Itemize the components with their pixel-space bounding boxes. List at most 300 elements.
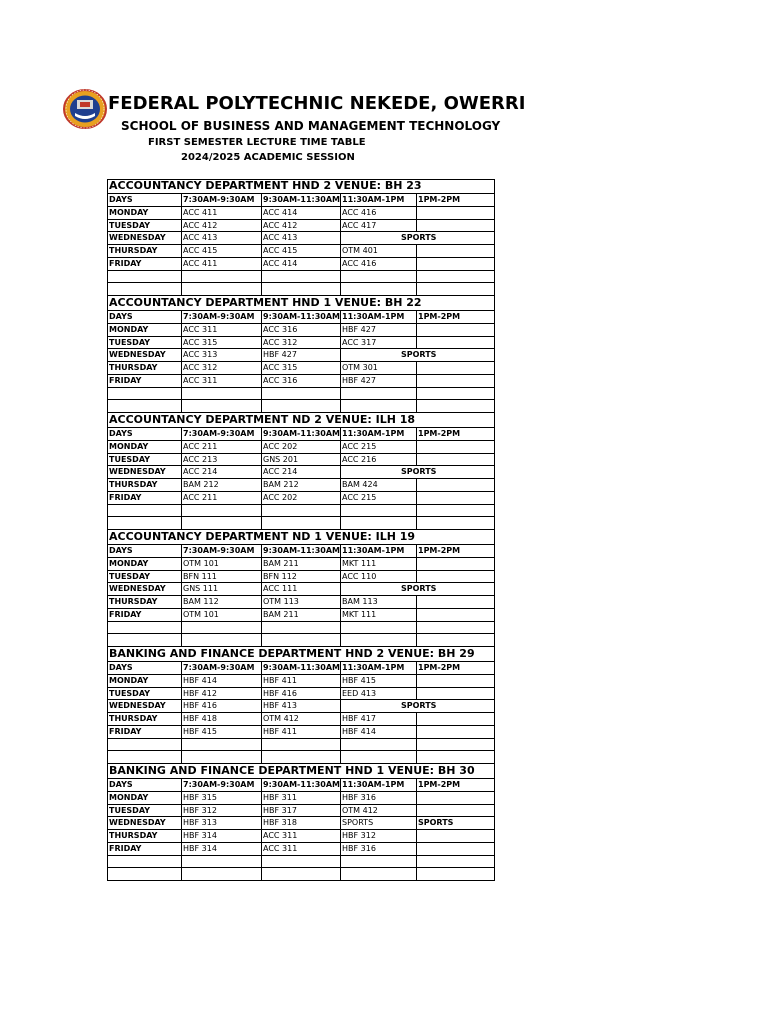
column-header: 7:30AM-9:30AM (181, 194, 261, 207)
slot-cell (416, 492, 495, 505)
blank-cell (107, 868, 181, 881)
slot-cell (416, 843, 495, 856)
slot-cell: HBF 411 (261, 675, 340, 688)
day-cell: THURSDAY (107, 596, 181, 609)
blank-cell (340, 505, 416, 518)
blank-cell (416, 400, 495, 413)
blank-cell (181, 739, 261, 752)
table-row (107, 675, 495, 688)
slot-cell (416, 375, 495, 388)
blank-cell (181, 868, 261, 881)
blank-cell (181, 622, 261, 635)
blank-cell (340, 271, 416, 284)
blank-cell (416, 856, 495, 869)
column-header: 1PM-2PM (416, 779, 495, 792)
table-row (107, 441, 495, 454)
table-row (107, 713, 495, 726)
table-row (107, 207, 495, 220)
slot-cell: HBF 412 (181, 688, 261, 701)
day-cell: MONDAY (107, 324, 181, 337)
column-header-row (107, 428, 495, 441)
column-header-row (107, 194, 495, 207)
school-title: SCHOOL OF BUSINESS AND MANAGEMENT TECHNOLOGY (121, 119, 501, 133)
timetable-grid (107, 179, 495, 881)
slot-cell: HBF 427 (340, 324, 416, 337)
blank-cell (340, 634, 416, 647)
blank-cell (340, 517, 416, 530)
table-row (107, 817, 495, 830)
blank-row (107, 271, 495, 284)
blank-cell (181, 388, 261, 401)
semester-title: FIRST SEMESTER LECTURE TIME TABLE (148, 137, 366, 148)
table-row (107, 609, 495, 622)
slot-cell (416, 596, 495, 609)
section-heading-row (107, 764, 495, 779)
section-heading: ACCOUNTANCY DEPARTMENT ND 2 VENUE: ILH 18 (107, 413, 495, 428)
table-row (107, 571, 495, 584)
blank-cell (181, 271, 261, 284)
slot-cell: ACC 412 (181, 220, 261, 233)
day-cell: FRIDAY (107, 258, 181, 271)
day-cell: MONDAY (107, 792, 181, 805)
blank-cell (107, 517, 181, 530)
day-cell: FRIDAY (107, 843, 181, 856)
slot-cell (416, 220, 495, 233)
blank-cell (261, 505, 340, 518)
table-row (107, 805, 495, 818)
table-row (107, 466, 495, 479)
blank-cell (416, 388, 495, 401)
blank-cell (340, 739, 416, 752)
day-cell: THURSDAY (107, 362, 181, 375)
table-row (107, 558, 495, 571)
slot-cell: SPORTS (416, 817, 495, 830)
slot-cell: GNS 111 (181, 583, 261, 596)
column-header: DAYS (107, 779, 181, 792)
slot-cell: BAM 424 (340, 479, 416, 492)
day-cell: MONDAY (107, 207, 181, 220)
column-header: 11:30AM-1PM (340, 311, 416, 324)
slot-cell: OTM 301 (340, 362, 416, 375)
blank-cell (181, 400, 261, 413)
blank-cell (340, 751, 416, 764)
slot-cell: ACC 416 (340, 207, 416, 220)
table-row (107, 479, 495, 492)
day-cell: WEDNESDAY (107, 349, 181, 362)
slot-cell: ACC 214 (261, 466, 340, 479)
column-header: 11:30AM-1PM (340, 662, 416, 675)
table-row (107, 232, 495, 245)
column-header: 7:30AM-9:30AM (181, 545, 261, 558)
slot-cell: ACC 416 (340, 258, 416, 271)
column-header: 9:30AM-11:30AM (261, 311, 340, 324)
day-cell: TUESDAY (107, 805, 181, 818)
blank-cell (107, 505, 181, 518)
slot-cell: HBF 314 (181, 843, 261, 856)
slot-cell (416, 245, 495, 258)
slot-cell: ACC 413 (181, 232, 261, 245)
slot-cell: ACC 411 (181, 207, 261, 220)
blank-cell (107, 634, 181, 647)
slot-cell: ACC 311 (261, 843, 340, 856)
slot-cell: ACC 312 (261, 337, 340, 350)
day-cell: TUESDAY (107, 220, 181, 233)
slot-cell: HBF 416 (261, 688, 340, 701)
column-header: 1PM-2PM (416, 545, 495, 558)
blank-row (107, 634, 495, 647)
table-row (107, 337, 495, 350)
slot-cell: MKT 111 (340, 609, 416, 622)
slot-cell: BFN 112 (261, 571, 340, 584)
column-header-row (107, 545, 495, 558)
table-row (107, 245, 495, 258)
slot-cell: ACC 311 (181, 324, 261, 337)
blank-row (107, 283, 495, 296)
blank-cell (181, 634, 261, 647)
column-header: 11:30AM-1PM (340, 428, 416, 441)
table-row (107, 688, 495, 701)
slot-cell: ACC 313 (181, 349, 261, 362)
slot-cell: BAM 112 (181, 596, 261, 609)
blank-cell (181, 751, 261, 764)
slot-cell (416, 441, 495, 454)
sports-label: SPORTS (401, 467, 437, 477)
table-row (107, 375, 495, 388)
day-cell: MONDAY (107, 675, 181, 688)
slot-cell: ACC 111 (261, 583, 340, 596)
table-row (107, 792, 495, 805)
section-heading: ACCOUNTANCY DEPARTMENT HND 1 VENUE: BH 22 (107, 296, 495, 311)
slot-cell (416, 688, 495, 701)
blank-row (107, 388, 495, 401)
slot-cell: OTM 412 (261, 713, 340, 726)
slot-cell: EED 413 (340, 688, 416, 701)
day-cell: THURSDAY (107, 830, 181, 843)
day-cell: FRIDAY (107, 375, 181, 388)
blank-cell (340, 868, 416, 881)
slot-cell: ACC 215 (340, 492, 416, 505)
day-cell: THURSDAY (107, 245, 181, 258)
day-cell: WEDNESDAY (107, 232, 181, 245)
day-cell: WEDNESDAY (107, 466, 181, 479)
slot-cell: ACC 211 (181, 492, 261, 505)
blank-cell (340, 388, 416, 401)
blank-cell (107, 271, 181, 284)
slot-cell: ACC 316 (261, 375, 340, 388)
column-header: 1PM-2PM (416, 194, 495, 207)
slot-cell: MKT 111 (340, 558, 416, 571)
blank-cell (340, 856, 416, 869)
slot-cell: HBF 313 (181, 817, 261, 830)
table-row (107, 843, 495, 856)
polytechnic-logo (63, 89, 107, 129)
slot-cell: HBF 417 (340, 713, 416, 726)
slot-cell: HBF 427 (340, 375, 416, 388)
slot-cell: BAM 211 (261, 609, 340, 622)
slot-cell (416, 337, 495, 350)
slot-cell: ACC 411 (181, 258, 261, 271)
slot-cell (416, 324, 495, 337)
session-title: 2024/2025 ACADEMIC SESSION (181, 152, 355, 163)
slot-cell: ACC 316 (261, 324, 340, 337)
column-header: 11:30AM-1PM (340, 194, 416, 207)
slot-cell: GNS 201 (261, 454, 340, 467)
day-cell: THURSDAY (107, 713, 181, 726)
slot-cell: HBF 415 (181, 726, 261, 739)
column-header: 9:30AM-11:30AM (261, 779, 340, 792)
blank-cell (416, 868, 495, 881)
slot-cell: OTM 113 (261, 596, 340, 609)
slot-cell: HBF 312 (181, 805, 261, 818)
blank-cell (416, 739, 495, 752)
slot-cell: HBF 311 (261, 792, 340, 805)
column-header-row (107, 311, 495, 324)
table-row (107, 596, 495, 609)
slot-cell: SPORTS (340, 817, 416, 830)
column-header-row (107, 662, 495, 675)
blank-cell (261, 517, 340, 530)
column-header: DAYS (107, 428, 181, 441)
slot-cell: ACC 412 (261, 220, 340, 233)
slot-cell: ACC 215 (340, 441, 416, 454)
slot-cell: BFN 111 (181, 571, 261, 584)
day-cell: FRIDAY (107, 609, 181, 622)
slot-cell: HBF 317 (261, 805, 340, 818)
slot-cell: ACC 315 (181, 337, 261, 350)
slot-cell (416, 792, 495, 805)
day-cell: TUESDAY (107, 688, 181, 701)
slot-cell: HBF 416 (181, 700, 261, 713)
blank-row (107, 505, 495, 518)
institution-title: FEDERAL POLYTECHNIC NEKEDE, OWERRI (108, 93, 526, 114)
slot-cell: ACC 415 (261, 245, 340, 258)
slot-cell (416, 830, 495, 843)
column-header: 7:30AM-9:30AM (181, 662, 261, 675)
table-row (107, 492, 495, 505)
slot-cell: ACC 317 (340, 337, 416, 350)
blank-cell (107, 622, 181, 635)
slot-cell: HBF 312 (340, 830, 416, 843)
slot-cell: ACC 216 (340, 454, 416, 467)
table-row (107, 258, 495, 271)
slot-cell: ACC 414 (261, 207, 340, 220)
sports-label: SPORTS (401, 584, 437, 594)
sports-label: SPORTS (401, 350, 437, 360)
blank-cell (416, 634, 495, 647)
blank-row (107, 856, 495, 869)
slot-cell: HBF 414 (181, 675, 261, 688)
section-heading: ACCOUNTANCY DEPARTMENT HND 2 VENUE: BH 23 (107, 179, 495, 194)
column-header: DAYS (107, 194, 181, 207)
blank-row (107, 739, 495, 752)
blank-cell (261, 868, 340, 881)
column-header: 7:30AM-9:30AM (181, 779, 261, 792)
slot-cell: HBF 427 (261, 349, 340, 362)
slot-cell: HBF 315 (181, 792, 261, 805)
column-header-row (107, 779, 495, 792)
blank-cell (416, 517, 495, 530)
column-header: 1PM-2PM (416, 662, 495, 675)
slot-cell: ACC 202 (261, 441, 340, 454)
table-row (107, 324, 495, 337)
blank-row (107, 622, 495, 635)
slot-cell: ACC 414 (261, 258, 340, 271)
blank-cell (107, 388, 181, 401)
section-heading: BANKING AND FINANCE DEPARTMENT HND 2 VENUE: BH 29 (107, 647, 495, 662)
section-heading-row (107, 647, 495, 662)
blank-cell (181, 856, 261, 869)
slot-cell (416, 713, 495, 726)
blank-cell (261, 751, 340, 764)
slot-cell: ACC 211 (181, 441, 261, 454)
section-heading-row (107, 413, 495, 428)
blank-cell (107, 283, 181, 296)
table-row (107, 830, 495, 843)
slot-cell: ACC 312 (181, 362, 261, 375)
blank-cell (261, 622, 340, 635)
sports-label: SPORTS (401, 233, 437, 243)
day-cell: MONDAY (107, 558, 181, 571)
section-heading: ACCOUNTANCY DEPARTMENT ND 1 VENUE: ILH 19 (107, 530, 495, 545)
slot-cell: ACC 417 (340, 220, 416, 233)
blank-cell (416, 622, 495, 635)
blank-cell (261, 388, 340, 401)
slot-cell (416, 805, 495, 818)
day-cell: TUESDAY (107, 571, 181, 584)
table-row (107, 362, 495, 375)
blank-cell (340, 283, 416, 296)
table-row (107, 726, 495, 739)
blank-cell (107, 856, 181, 869)
blank-cell (107, 739, 181, 752)
slot-cell: HBF 413 (261, 700, 340, 713)
blank-cell (261, 856, 340, 869)
slot-cell: HBF 316 (340, 792, 416, 805)
blank-cell (261, 283, 340, 296)
day-cell: MONDAY (107, 441, 181, 454)
slot-cell: HBF 414 (340, 726, 416, 739)
blank-row (107, 400, 495, 413)
slot-cell (416, 726, 495, 739)
slot-cell: OTM 101 (181, 609, 261, 622)
blank-cell (261, 739, 340, 752)
column-header: 1PM-2PM (416, 311, 495, 324)
slot-cell: ACC 214 (181, 466, 261, 479)
column-header: 11:30AM-1PM (340, 779, 416, 792)
column-header: 7:30AM-9:30AM (181, 428, 261, 441)
slot-cell (416, 675, 495, 688)
slot-cell: ACC 213 (181, 454, 261, 467)
slot-cell: ACC 202 (261, 492, 340, 505)
blank-cell (181, 283, 261, 296)
blank-cell (340, 400, 416, 413)
slot-cell: ACC 315 (261, 362, 340, 375)
column-header: 9:30AM-11:30AM (261, 545, 340, 558)
column-header: 9:30AM-11:30AM (261, 428, 340, 441)
blank-row (107, 751, 495, 764)
slot-cell: HBF 314 (181, 830, 261, 843)
slot-cell (416, 558, 495, 571)
column-header: 7:30AM-9:30AM (181, 311, 261, 324)
slot-cell: BAM 113 (340, 596, 416, 609)
slot-cell (416, 609, 495, 622)
column-header: 11:30AM-1PM (340, 545, 416, 558)
slot-cell (416, 258, 495, 271)
blank-cell (107, 751, 181, 764)
slot-cell: HBF 418 (181, 713, 261, 726)
blank-cell (181, 517, 261, 530)
blank-cell (416, 283, 495, 296)
day-cell: TUESDAY (107, 337, 181, 350)
section-heading-row (107, 296, 495, 311)
table-row (107, 454, 495, 467)
slot-cell: ACC 311 (261, 830, 340, 843)
day-cell: THURSDAY (107, 479, 181, 492)
slot-cell (416, 454, 495, 467)
slot-cell (416, 479, 495, 492)
blank-cell (261, 400, 340, 413)
slot-cell: HBF 318 (261, 817, 340, 830)
column-header: 1PM-2PM (416, 428, 495, 441)
blank-cell (107, 400, 181, 413)
day-cell: TUESDAY (107, 454, 181, 467)
slot-cell: ACC 415 (181, 245, 261, 258)
table-row (107, 700, 495, 713)
slot-cell (416, 207, 495, 220)
table-row (107, 349, 495, 362)
blank-row (107, 868, 495, 881)
slot-cell: ACC 413 (261, 232, 340, 245)
section-heading-row (107, 179, 495, 194)
slot-cell: OTM 101 (181, 558, 261, 571)
day-cell: FRIDAY (107, 492, 181, 505)
column-header: 9:30AM-11:30AM (261, 662, 340, 675)
day-cell: WEDNESDAY (107, 700, 181, 713)
table-row (107, 220, 495, 233)
blank-cell (261, 634, 340, 647)
blank-cell (416, 271, 495, 284)
slot-cell: HBF 415 (340, 675, 416, 688)
blank-cell (261, 271, 340, 284)
blank-cell (340, 622, 416, 635)
column-header: DAYS (107, 662, 181, 675)
sports-label: SPORTS (401, 701, 437, 711)
table-row (107, 583, 495, 596)
slot-cell (416, 362, 495, 375)
section-heading: BANKING AND FINANCE DEPARTMENT HND 1 VENUE: BH 30 (107, 764, 495, 779)
slot-cell: HBF 316 (340, 843, 416, 856)
slot-cell (416, 571, 495, 584)
slot-cell: BAM 212 (261, 479, 340, 492)
slot-cell: OTM 401 (340, 245, 416, 258)
blank-cell (416, 505, 495, 518)
slot-cell: BAM 212 (181, 479, 261, 492)
slot-cell: ACC 110 (340, 571, 416, 584)
slot-cell: HBF 411 (261, 726, 340, 739)
slot-cell: ACC 311 (181, 375, 261, 388)
blank-cell (181, 505, 261, 518)
day-cell: WEDNESDAY (107, 583, 181, 596)
column-header: DAYS (107, 545, 181, 558)
day-cell: WEDNESDAY (107, 817, 181, 830)
slot-cell: BAM 211 (261, 558, 340, 571)
day-cell: FRIDAY (107, 726, 181, 739)
blank-cell (416, 751, 495, 764)
column-header: 9:30AM-11:30AM (261, 194, 340, 207)
section-heading-row (107, 530, 495, 545)
slot-cell: OTM 412 (340, 805, 416, 818)
column-header: DAYS (107, 311, 181, 324)
